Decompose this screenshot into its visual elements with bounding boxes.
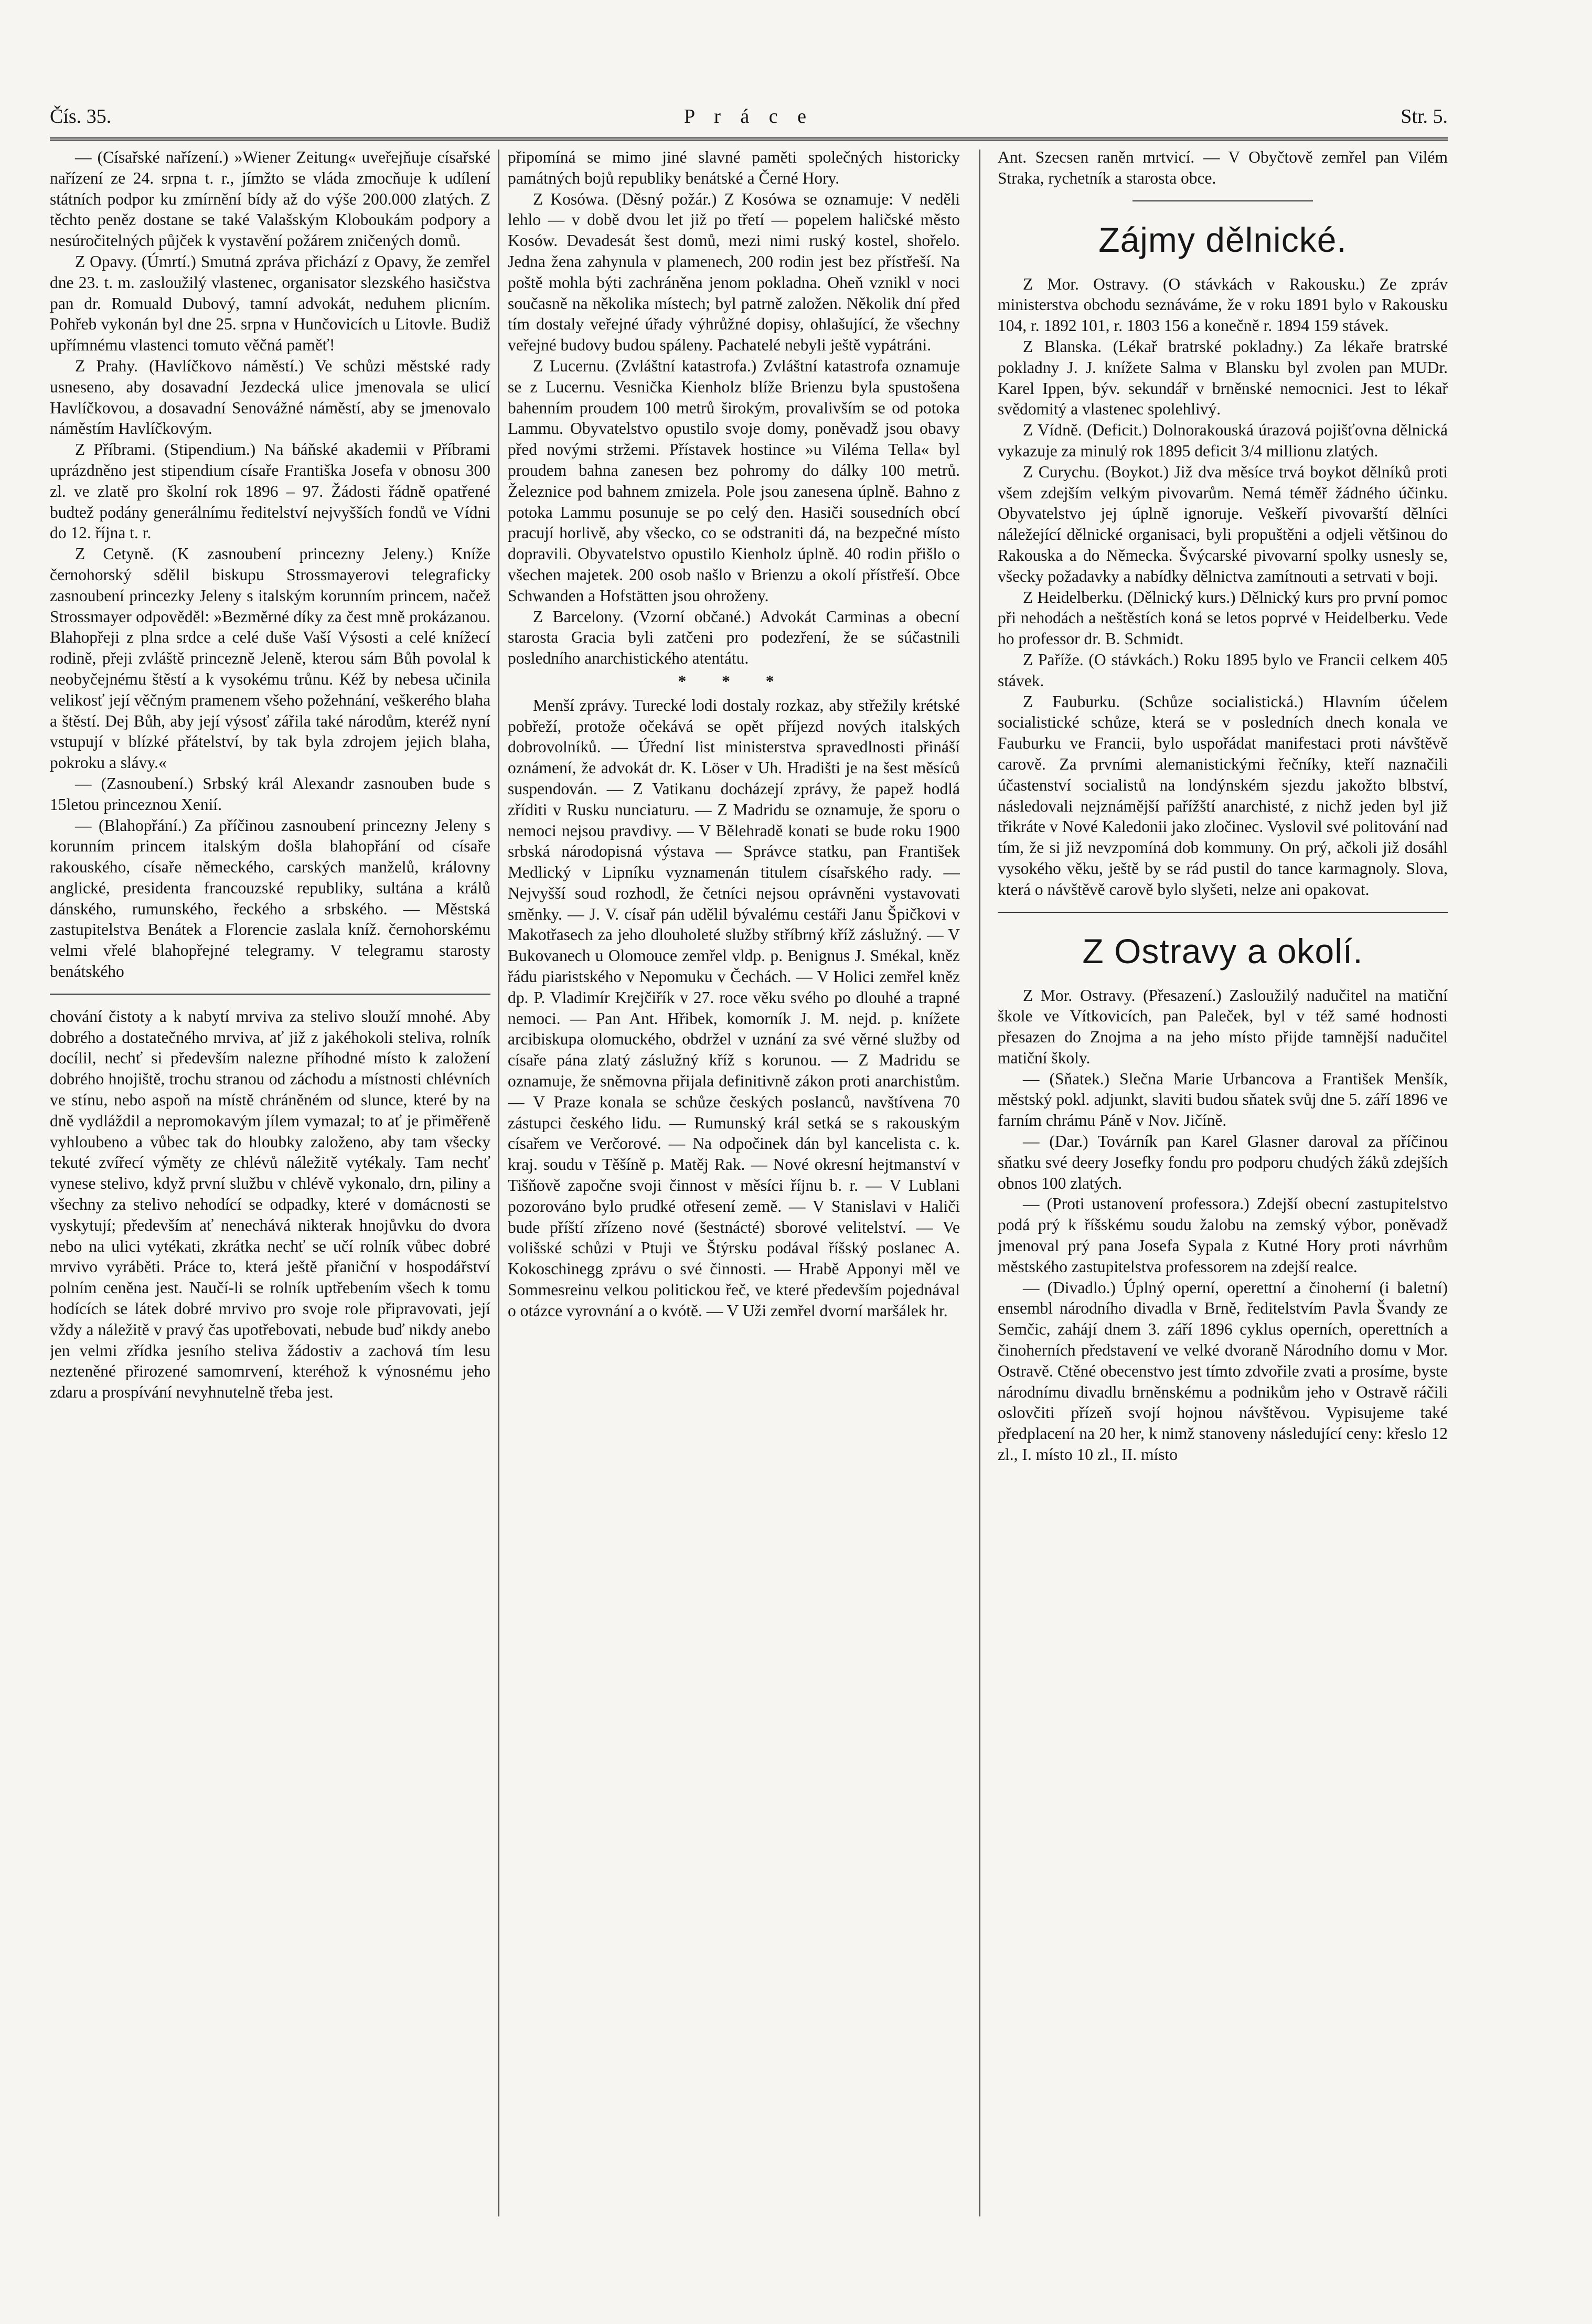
- newspaper-title: P r á c e: [684, 105, 814, 127]
- article-paragraph: Z Mor. Ostravy. (O stávkách v Rakousku.) Ze zpráv ministerstva obchodu seznáváme, že v roku 1891 bylo v Rakousku 104, r. 1892 101, r. 1803 156 a konečně r. 1894 159 stávek.: [998, 274, 1448, 335]
- page-number: Str. 5.: [1401, 105, 1448, 127]
- article-paragraph: — (Zasnoubení.) Srbský král Alexandr zasnouben bude s 15letou princeznou Xenií.: [50, 774, 490, 814]
- article-paragraph: Z Příbrami. (Stipendium.) Na báňské akademii v Příbrami uprázdněno jest stipendium císaře Františka Josefa v obnosu 300 zl. ve zlatě pro školní rok 1896 – 97. Žádosti řádně opatřené budtež podány generálnímu ředitelství nejvyšších fondů ve Vídni do 12. října t. r.: [50, 440, 490, 542]
- section-heading: Z Ostravy a okolí.: [1082, 931, 1363, 971]
- article-paragraph: Z Opavy. (Úmrtí.) Smutná zpráva přichází z Opavy, že zemřel dne 23. t. m. zasloužilý vlastenec, organisator slezského hasičstva pan dr. Romuald Dubový, tamní advokát, neduhem plicním. Pohřeb vykonán byl dne 25. srpna v Hunčovicích u Litovle. Budiž upřímnému vlastenci tomuto věčná paměť!: [50, 252, 490, 355]
- article-paragraph: Z Barcelony. (Vzorní občané.) Advokát Carminas a obecní starosta Gracia byli zatčeni pro podezření, že se súčastnili posledního anarchistického atentátu.: [508, 607, 960, 668]
- page-header: [50, 105, 1448, 136]
- article-paragraph: Z Prahy. (Havlíčkovo náměstí.) Ve schůzi městské rady usneseno, aby dosavadní Jezdecká ulice jmenovala se ulicí Havlíčkovou, a dosavadní Senovážné náměstí, aby se jmenovalo náměstím Havlíčkovým.: [50, 356, 490, 438]
- article-paragraph: Z Heidelberku. (Dělnický kurs.) Dělnický kurs pro první pomoc při nehodách a neštěstích koná se letos poprvé v Heidelberku. Vede ho professor dr. B. Schmidt.: [998, 588, 1448, 648]
- column-1: [50, 147, 490, 2293]
- article-paragraph: — (Blahopřání.) Za příčinou zasnoubení princezny Jeleny s korunním princem italským došla blahopřání od císaře rakouského, císaře německého, carských manželů, královny anglické, presidenta francouzské republiky, sultána a králů dánského, rumunského, řeckého a srbského. — Městská zastupitelstva Benátek a Florencie zaslala kníž. černohorskému velmi vřelé blahopřejné telegramy. V telegramu starosty benátského: [50, 816, 490, 981]
- article-paragraph: Z Paříže. (O stávkách.) Roku 1895 bylo ve Francii celkem 405 stávek.: [998, 650, 1448, 690]
- section-separator: [50, 994, 490, 995]
- column-3: [998, 147, 1448, 2293]
- article-paragraph: chování čistoty a k nabytí mrviva za stelivo slouží mnohé. Aby dobrého a dostatečného mrviva, ať již z jakéhokoli steliva, rolník docílil, nechť si především nalezne příhodné místo k založení dobrého hnojiště, trochu stranou od záchodu a místnosti chlévních ve stínu, nebo aspoň na místě chráněném od slunce, které by na dně vydláždil a nepromokavým jílem vymazal; to ať je přiměřeně vyhloubeno a vůbec tak do hloubky založeno, aby tam všecky tekuté zvířecí výměty ze chlévů náležitě vytékaly. Tam nechť vynese stelivo, když první službu v chlévě vykonalo, drn, piliny a všechny za stelivo nehodící se odpadky, které v domácnosti se vyskytují; především ať nenechává nikterak hnojůvku do dvora nebo na ulici vytékati, zkrátka nechť se učí rolník vůbec dobré mrvivo vyráběti. Práce to, která ještě přaniční v hospodářství polním ceněna jest. Naučí-li se rolník uptřebením všech k tomu hodících se látek dobré mrvivo pro svoje role připravovati, její vždy a náležitě v pravý čas upotřebovati, nebude buď nikdy anebo jen velmi zřídka jesního steliva žádostiv a zachová tím lesu nezteněné přirozené samomrvení, kteréhož k výnosnému jeho zdaru a prospívání nevyhnutelně třeba jest.: [50, 1007, 490, 1402]
- column-divider: [979, 150, 980, 2216]
- section-separator: [998, 912, 1448, 913]
- article-paragraph: — (Sňatek.) Slečna Marie Urbancova a František Menšík, městský pokl. adjunkt, slaviti budou sňatek svůj dne 5. září 1896 ve farním chrámu Páně v Nov. Jičíně.: [998, 1069, 1448, 1130]
- section-heading: Zájmy dělnické.: [1098, 220, 1347, 259]
- column-2: [508, 147, 960, 2293]
- article-paragraph: připomíná se mimo jiné slavné paměti společných historicky památných bojů republiky benátské a Černé Hory.: [508, 148, 960, 187]
- article-paragraph: Z Curychu. (Boykot.) Již dva měsíce trvá boykot dělníků proti všem zdejším velkým pivovarům. Nemá téměř žádného účinku. Obyvatelstvo jej úplně ignoruje. Veškeří pivovarští dělníci náležející dělnické organisaci, byli propuštěni a odjeli většinou do Rakouska a do Německa. Švýcarské pivovarní spolky usnesly se, všecky požadavky a nabídky dělnictva zamítnouti a setrvati v boji.: [998, 462, 1448, 585]
- article-paragraph: — (Divadlo.) Úplný operní, operettní a činoherní (i baletní) ensembl národního divadla v Brně, ředitelstvím Pavla Švandy ze Semčic, zahájí dnem 3. září 1896 cyklus operních, operettních a činoherních představení ve velké dvoraně Národního domu v Mor. Ostravě. Ctěné obecenstvo jest tímto zdvořile zvati a prosíme, byste národnímu divadlu brněnskému a podnikům jeho v Ostravě ráčili oslovčiti přízeň svojí hojnou návštěvou. Vypisujeme také předplacení na 20 her, k nimž stanoveny následující ceny: křeslo 12 zl., I. místo 10 zl., II. místo: [998, 1278, 1448, 1464]
- article-paragraph: — (Císařské nařízení.) »Wiener Zeitung« uveřejňuje císařské nařízení ze 24. srpna t. r., jímžto se vláda zmocňuje k udílení státních podpor ku zmírnění bídy až do výše 200.000 zlatých. Z těchto peněz dostane se také Valašským Kloboukám podpory a nesúročitelných půjček k vystavění požárem zničených domů.: [50, 148, 490, 250]
- column-divider: [498, 150, 499, 2216]
- section-separator: [1132, 200, 1312, 201]
- article-paragraph: Z Blanska. (Lékař bratrské pokladny.) Za lékaře bratrské pokladny J. J. knížete Salma v Blansku byl zvolen pan MUDr. Karel Ippen, býv. sekundář v brněnské nemocnici. Jest to lékař svědomitý a vlastenec spolehlivý.: [998, 337, 1448, 419]
- article-paragraph: Z Kosówa. (Děsný požár.) Z Kosówa se oznamuje: V neděli lehlo — v době dvou let již po třetí — popelem haličské město Kosów. Devadesát šest domů, mezi nimi ruský kostel, shořelo. Jedna žena zahynula v plamenech, 200 rodin jest bez přístřeší. Na poště mohla býti zachráněna jenom pokladna. Oheň vznikl v noci současně na několika místech; byl patrně založen. Několik dní před tím dostaly veřejné úřady výhrůžné dopisy, ohlašující, že všechny veřejné budovy budou spáleny. Pachatelé nebyli ještě vypátráni.: [508, 189, 960, 355]
- article-paragraph: Z Fauburku. (Schůze socialistická.) Hlavním účelem socialistické schůze, která se v posledních dnech konala ve Fauburku ve Francii, bylo uspořádat manifestaci proti návštěvě carově. Za prvními alemanistickými řečníky, kteří naznačili účastenství socialistů na londýnském sjezdu jakožto blbství, následovali nejznámější pařížští anarchisté, z nichž jeden byl již třikráte v Nové Kaledonii jako zločinec. Vyslovil své politování nad tím, že si již nevzpomíná dob kommuny. On prý, ačkoli již dosáhl vysokého věku, ještě by se rád pustil do tance karmagnoly. Slova, která o návštěvě carově bylo slyšeti, nelze ani opakovat.: [998, 692, 1448, 899]
- article-paragraph: Z Cetyně. (K zasnoubení princezny Jeleny.) Kníže černohorský sdělil biskupu Strossmayerovi telegraficky zasnoubení princezky Jeleny s italským korunním princem, načež Strossmayer odpověděl: »Bezměrné díky za čest mně prokázanou. Blahopřeji z plna srdce a celé duše Vaší Výsosti a celé knížecí rodině, přeji zvláště princezně Jeleně, kterou sám Bůh povolal k neobyčejnému štěstí a k vysokému trůnu. Kéž by nebesa učinila velikosť její věčným pramenem všeho požehnání, veškerého blaha a štěstí. Dej Bůh, aby její výsosť zářila také národům, kteréž nyní vstupují v blízké přátelství, by tak byla zdrojem jejich blaha, pokroku a slávy.«: [50, 545, 490, 772]
- article-paragraph: — (Dar.) Továrník pan Karel Glasner daroval za příčinou sňatku své deery Josefky fondu pro podporu chudých žáků zdejších obnos 100 zlatých.: [998, 1132, 1448, 1192]
- asterism-divider: * * *: [678, 671, 790, 690]
- issue-number: Čís. 35.: [50, 105, 112, 127]
- article-paragraph: Menší zprávy. Turecké lodi dostaly rozkaz, aby střežily krétské pobřeží, protože očekává se opět příjezd nových italských dobrovolníků. — Úřední list ministerstva spravedlnosti přináší oznámení, že advokát dr. K. Löser v Uh. Hradišti je na šest měsíců suspendován. — Z Vatikanu docházejí zprávy, že papež hodlá zříditi v Rusku nunciaturu. — Z Madridu se oznamuje, že sporu o nemoci nejsou pravdivy. — V Bělehradě konati se bude roku 1900 srbská národopisná výstava — Správce statku, pan František Medlický v Lipníku vyznamenán titulem císařského rady. — Nejvyšší soud rozhodl, že četníci nejsou oprávněni vystavovati směnky. — J. V. císař pán udělil bývalému cestáři Janu Špičkovi v Makotřasech za jeho dlouholeté služby stříbrný kříž záslužný. — V Bukovanech u Olomouce zemřel vldp. p. Benignus J. Smékal, kněz řádu piaristského v Nepomuku v Čechách. — V Holici zemřel kněz dp. P. Vladimír Krejčiřík v 27. roce věku svého po dlouhé a trapné nemoci. — Pan Ant. Hřibek, komorník J. M. nejd. p. knížete arcibiskupa olomuckého, obdržel v uznání za své věrné služby od císaře pána zlatý záslužný kříž s korunou. — Z Madridu se oznamuje, že sněmovna přijala definitivně zákon proti anarchistům. — V Praze konala se schůze českých poslanců, navštívena 70 zástupci českého lidu. — Rumunský král setká se s rakouským císařem ve Verčorové. — Na odpočinek dán byl kancelista c. k. kraj. soudu v Těšíně p. Matěj Rak. — Nové okresní hejtmanství v Tišňově započne svoji činnost v měsíci říjnu b. r. — V Lublani pozorováno bylo prudké otřesení země. — V Stanislavi v Haliči bude příští zřízeno nové (šestnácté) sborové velitelství. — Ve volišské schůzi v Ptuji ve Štýrsku podával říšský poslanec A. Kokoschinegg zprávu o své činnosti. — Hrabě Apponyi měl ve Sommesreinu velkou politickou řeč, ve které především pojednával o otázce vyrovnání a o kvótě. — V Uži zemřel dvorní maršálek hr.: [508, 696, 960, 1320]
- article-paragraph: Ant. Szecsen raněn mrtvicí. — V Obyčtově zemřel pan Vilém Straka, rychetník a starosta obce.: [998, 148, 1448, 187]
- article-paragraph: Z Mor. Ostravy. (Přesazení.) Zasloužilý nadučitel na matiční škole ve Vítkovicích, pan Paleček, byl v též samé hodnosti přesazen do Znojma a na jeho místo přijde tamnější nadučitel matiční školy.: [998, 986, 1448, 1067]
- article-paragraph: Z Vídně. (Deficit.) Dolnorakouská úrazová pojišťovna dělnická vykazuje za minulý rok 1895 deficit 3/4 millionu zlatých.: [998, 421, 1448, 460]
- article-paragraph: Z Lucernu. (Zvláštní katastrofa.) Zvláštní katastrofa oznamuje se z Lucernu. Vesnička Kienholz blíže Brienzu byla spustošena bahenním proudem 100 metrů širokým, provalivším se od potoka Lammu. Obyvatelstvo opustilo svoje domy, poněvadž jsou obavy před novými stržemi. Přístavek hostince »u Viléma Tella« byl proudem bahna zanesen bez pohromy do dálky 100 metrů. Železnice pod bahnem zmizela. Pole jsou zanesena úplně. Bahno z potoka Lammu posunuje se po celý den. Hasiči sousedních obcí pracují horlivě, aby všecko, co se odstraniti dá, na bezpečné místo dopravili. Obyvatelstvo opustilo Kienholz úplně. 40 rodin přišlo o všechen majetek. 200 osob našlo v Brienzu a okolí přístřeší. Obce Schwanden a Hofstätten jsou ohroženy.: [508, 356, 960, 605]
- header-rule: [50, 137, 1448, 141]
- article-paragraph: — (Proti ustanovení professora.) Zdejší obecní zastupitelstvo podá prý k říšskému soudu žalobu na zemský výbor, poněvadž jmenoval prý pana Josefa Sypala z Kutné Hory proti návrhům městského zastupitelstva professorem na zdejší realce.: [998, 1195, 1448, 1276]
